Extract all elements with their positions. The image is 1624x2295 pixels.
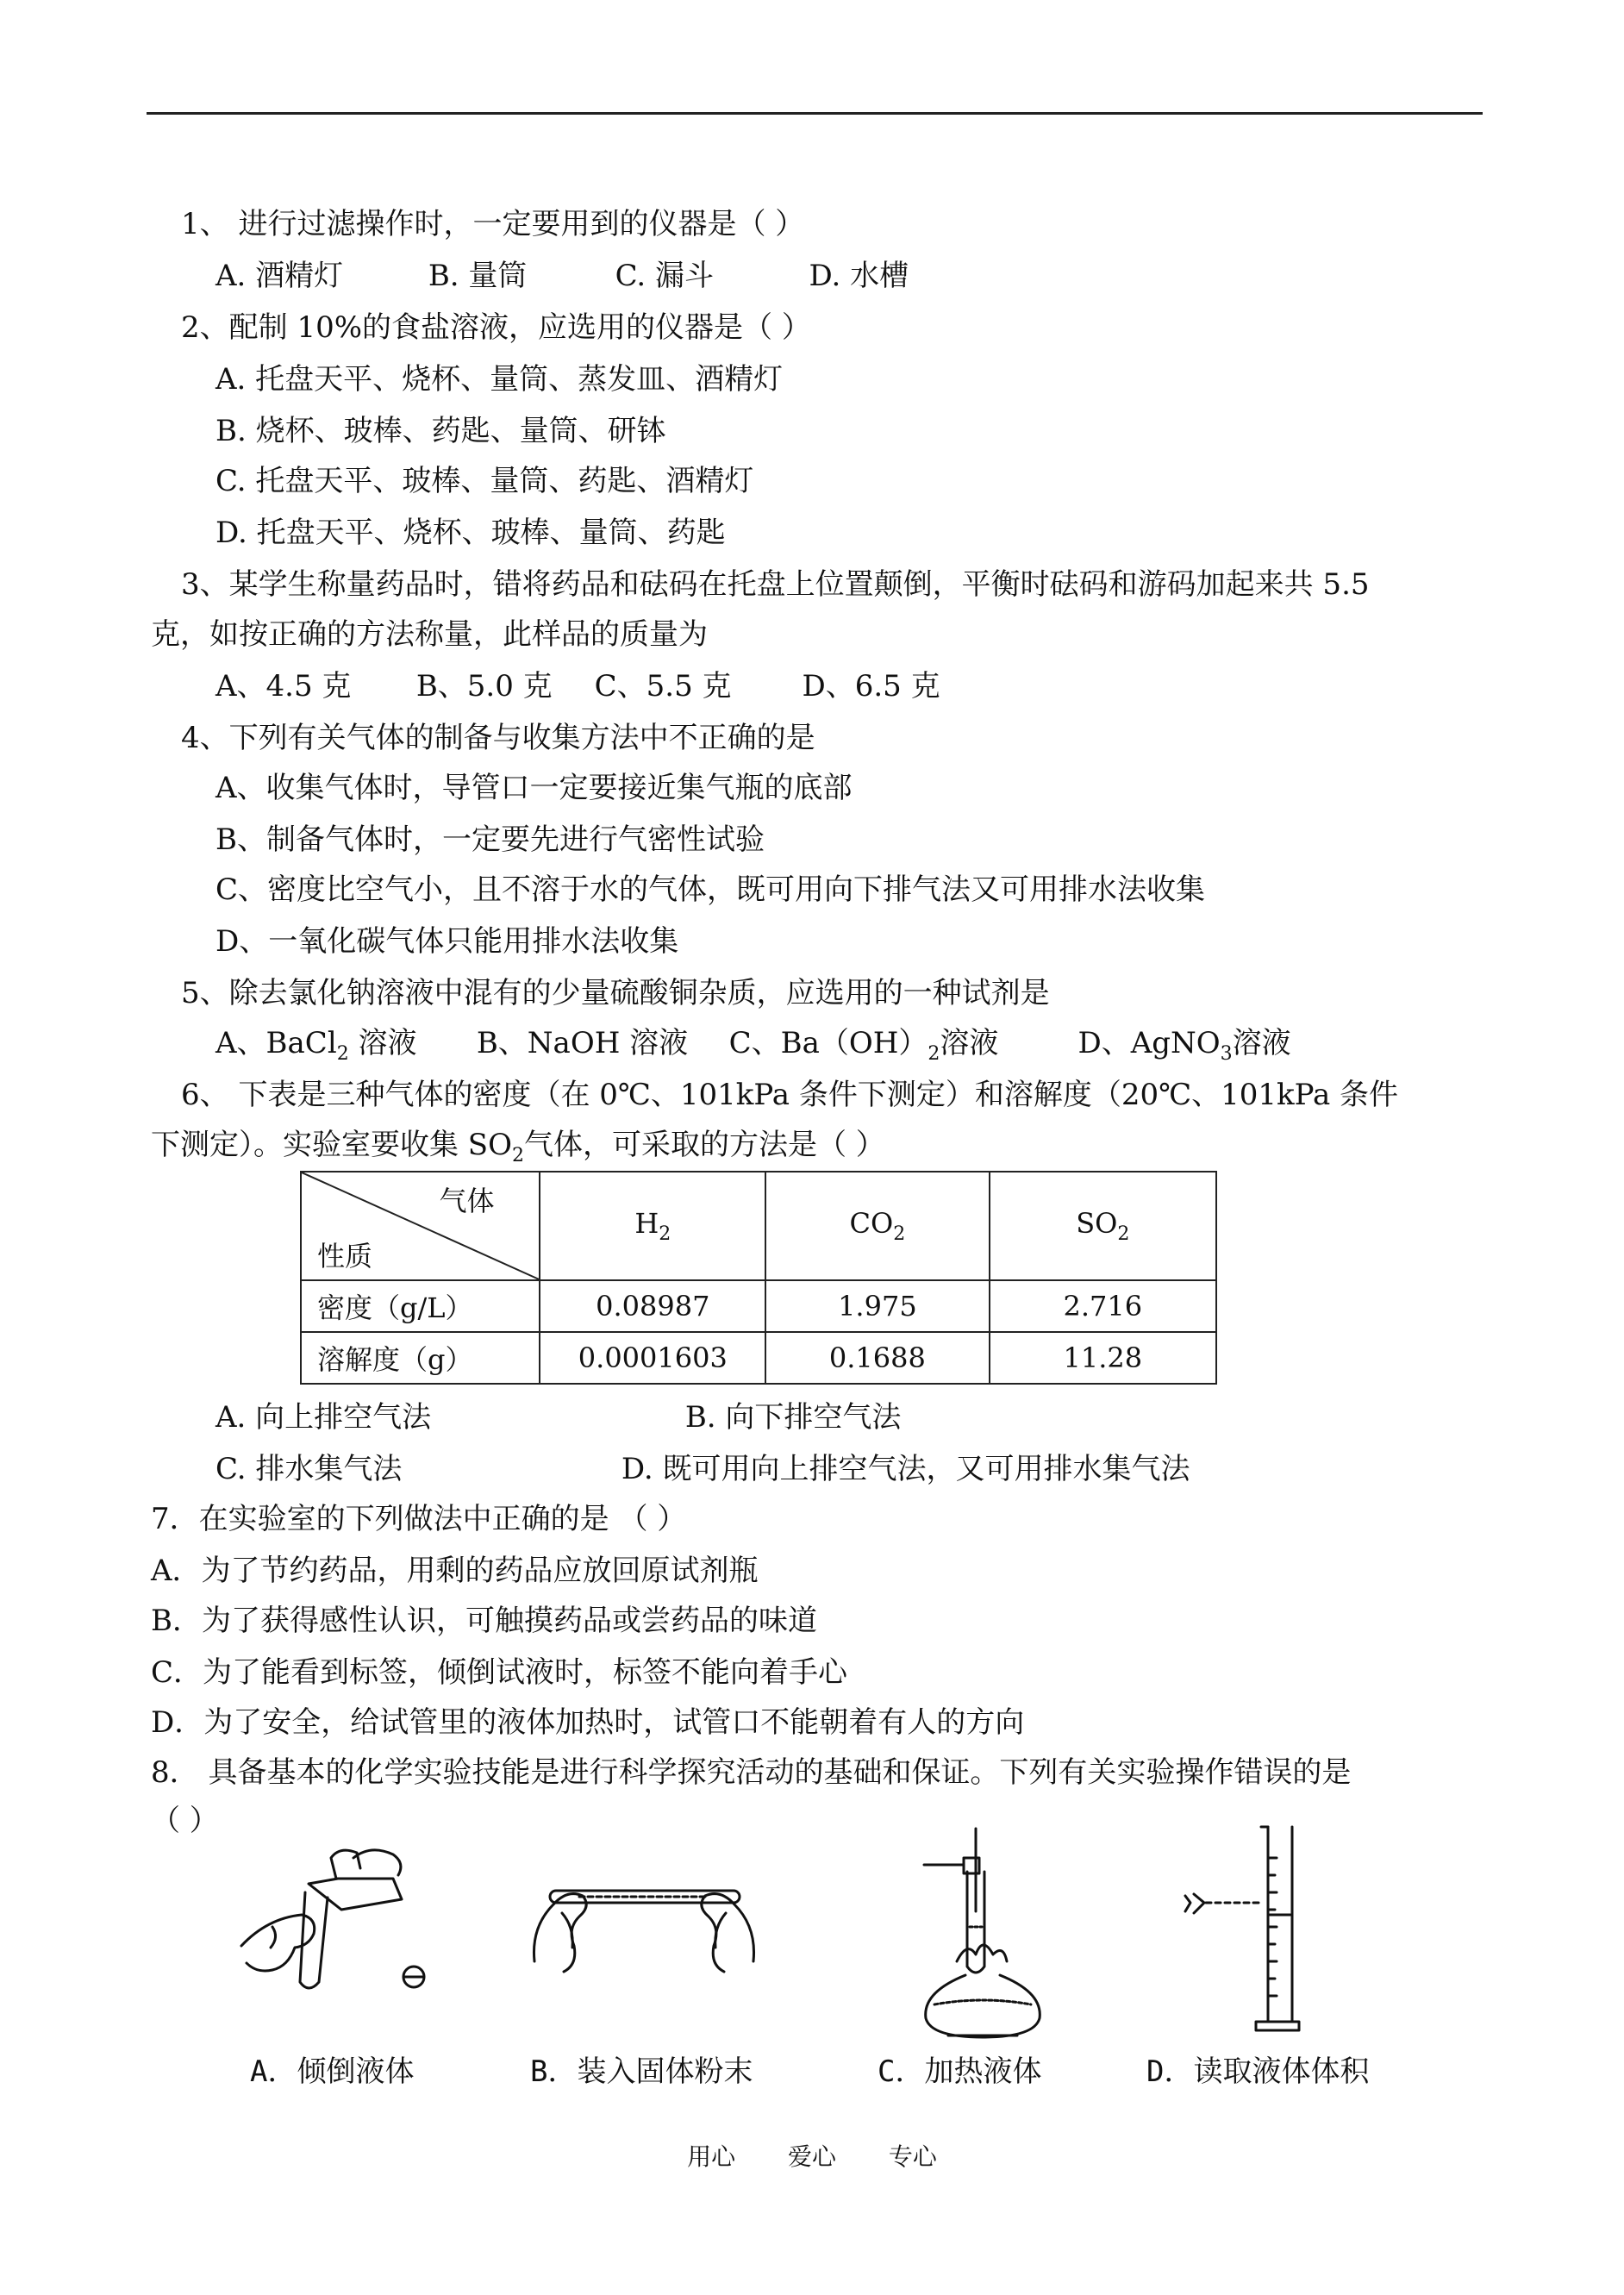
q4-option-a: A、收集气体时，导管口一定要接近集气瓶的底部 bbox=[215, 771, 853, 805]
q6-option-a: A. 向上排空气法 bbox=[215, 1400, 432, 1435]
table-cell: 0.08987 bbox=[540, 1280, 765, 1332]
table-row bbox=[301, 1280, 1216, 1332]
figure-caption-c: C．加热液体 bbox=[878, 2054, 1042, 2089]
q3-option-d: D、6.5 克 bbox=[802, 669, 940, 704]
table-cell: 0.1688 bbox=[765, 1332, 989, 1384]
q7-option-b: B．为了获得感性认识，可触摸药品或尝药品的味道 bbox=[151, 1604, 817, 1638]
page-footer bbox=[0, 2138, 1624, 2173]
q8-stem-line2: （ ） bbox=[151, 1804, 219, 1838]
q6-stem-line1: 6、 下表是三种气体的密度（在 0℃、101kPa 条件下测定）和溶解度（20℃、101kPa 条件 bbox=[181, 1078, 1399, 1112]
q2-option-b: B. 烧杯、玻棒、药匙、量筒、研钵 bbox=[215, 414, 666, 448]
q1-option-d: D. 水槽 bbox=[809, 259, 909, 293]
q2-option-d: D. 托盘天平、烧杯、玻棒、量筒、药匙 bbox=[215, 516, 726, 550]
q3-option-a: A、4.5 克 bbox=[215, 669, 352, 704]
q4-stem: 4、下列有关气体的制备与收集方法中不正确的是 bbox=[181, 721, 815, 755]
footer-text-1: 用心 bbox=[687, 2142, 736, 2171]
header-gas-co2: $CO_2$ bbox=[765, 1172, 989, 1280]
row-label-solubility: 溶解度（g） bbox=[301, 1332, 540, 1384]
adding-powder-figure bbox=[528, 1867, 760, 1996]
table-cell: 11.28 bbox=[990, 1332, 1216, 1384]
q5-option-d: D、AgNO$_3$溶液 bbox=[1077, 1026, 1291, 1065]
q5-option-c: C、$Ba(OH)_2$溶液 bbox=[728, 1026, 999, 1065]
q7-stem: 7．在实验室的下列做法中正确的是 （ ） bbox=[151, 1502, 687, 1536]
q6-option-c: C. 排水集气法 bbox=[215, 1452, 403, 1486]
q5-option-a: A、BaCl$_2$ 溶液 bbox=[215, 1026, 417, 1065]
q1-stem: 1、 进行过滤操作时，一定要用到的仪器是（ ） bbox=[181, 207, 805, 241]
header-gas-so2: $SO_2$ bbox=[990, 1172, 1216, 1280]
table-row bbox=[301, 1332, 1216, 1384]
q1-option-c: C. 漏斗 bbox=[615, 259, 715, 293]
table-cell: 1.975 bbox=[765, 1280, 989, 1332]
gas-properties-table bbox=[300, 1171, 1217, 1385]
table-corner-cell bbox=[301, 1172, 540, 1280]
corner-label-property: 性质 bbox=[317, 1240, 373, 1273]
table-cell: 2.716 bbox=[990, 1280, 1216, 1332]
q4-option-b: B、制备气体时，一定要先进行气密性试验 bbox=[215, 822, 765, 857]
corner-label-gas: 气体 bbox=[439, 1185, 495, 1217]
q2-option-a: A. 托盘天平、烧杯、量筒、蒸发皿、酒精灯 bbox=[215, 362, 784, 397]
q6-options-row2 bbox=[215, 1452, 1190, 1486]
figure-caption-a: A．倾倒液体 bbox=[250, 2054, 415, 2089]
q7-option-c: C．为了能看到标签，倾倒试液时，标签不能向着手心 bbox=[151, 1655, 848, 1690]
q4-option-d: D、一氧化碳气体只能用排水法收集 bbox=[215, 924, 679, 959]
header-gas-h2: $H_2$ bbox=[540, 1172, 765, 1280]
q7-option-d: D．为了安全，给试管里的液体加热时，试管口不能朝着有人的方向 bbox=[151, 1705, 1025, 1740]
q1-options bbox=[215, 259, 909, 293]
figure-caption-d: D．读取液体体积 bbox=[1146, 2054, 1370, 2089]
q3-option-c: C、5.5 克 bbox=[594, 669, 732, 704]
q6-option-b: B. 向下排空气法 bbox=[684, 1400, 902, 1435]
q8-stem-line1: 8． 具备基本的化学实验技能是进行科学探究活动的基础和保证。下列有关实验操作错误的是 bbox=[151, 1755, 1352, 1790]
q5-options bbox=[215, 1026, 1291, 1072]
q3-option-b: B、5.0 克 bbox=[415, 669, 553, 704]
q2-stem: 2、配制 10%的食盐溶液，应选用的仪器是（ ） bbox=[181, 310, 811, 345]
q3-stem-line2: 克，如按正确的方法称量，此样品的质量为 bbox=[151, 617, 708, 652]
q1-option-b: B. 量筒 bbox=[428, 259, 528, 293]
q6-stem-line2: 下测定）。实验室要收集 $SO_2$气体，可采取的方法是（ ） bbox=[151, 1128, 885, 1166]
figure-caption-b: B．装入固体粉末 bbox=[530, 2054, 753, 2089]
q6-options-row1 bbox=[215, 1400, 901, 1435]
table-header-row bbox=[301, 1172, 1216, 1280]
reading-volume-figure bbox=[1177, 1823, 1332, 2039]
footer-text-2: 爱心 bbox=[787, 2142, 836, 2171]
q7-option-a: A．为了节约药品，用剩的药品应放回原试剂瓶 bbox=[151, 1554, 759, 1588]
header-rule bbox=[147, 112, 1483, 115]
q5-stem: 5、除去氯化钠溶液中混有的少量硫酸铜杂质，应选用的一种试剂是 bbox=[181, 976, 1050, 1010]
q3-options bbox=[215, 669, 940, 704]
footer-text-3: 专心 bbox=[888, 2142, 937, 2171]
table-cell: 0.0001603 bbox=[540, 1332, 765, 1384]
row-label-density: 密度（g/L） bbox=[301, 1280, 540, 1332]
pouring-liquid-figure bbox=[233, 1832, 431, 1996]
heating-liquid-figure bbox=[922, 1823, 1043, 2039]
q3-stem-line1: 3、某学生称量药品时，错将药品和砝码在托盘上位置颠倒，平衡时砝码和游码加起来共 5.5 bbox=[181, 567, 1370, 602]
q2-option-c: C. 托盘天平、玻棒、量筒、药匙、酒精灯 bbox=[215, 464, 754, 498]
q1-option-a: A. 酒精灯 bbox=[215, 259, 344, 293]
q4-option-c: C、密度比空气小，且不溶于水的气体，既可用向下排气法又可用排水法收集 bbox=[215, 872, 1206, 907]
q6-option-d: D. 既可用向上排空气法，又可用排水集气法 bbox=[621, 1452, 1190, 1486]
q5-option-b: B、NaOH 溶液 bbox=[476, 1026, 689, 1060]
